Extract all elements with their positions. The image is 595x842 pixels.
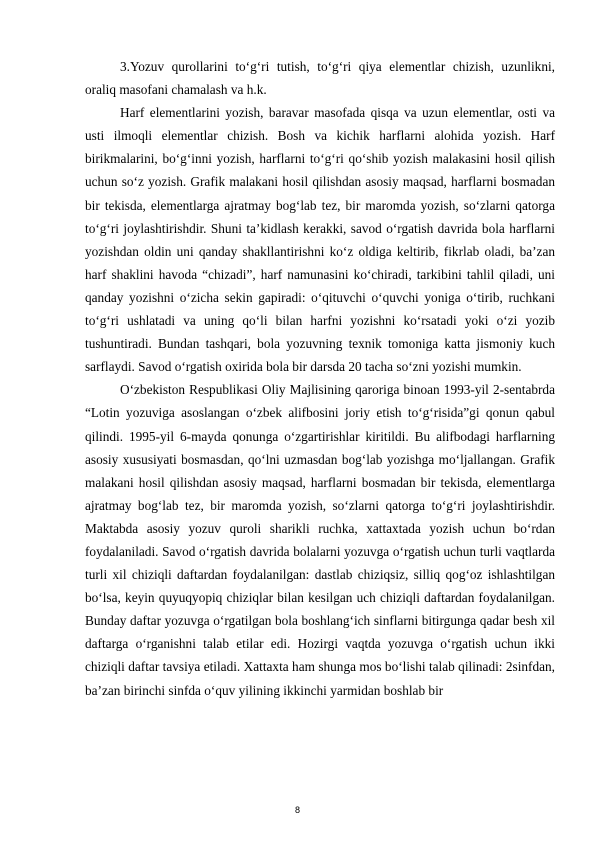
paragraph-2: Harf elementlarini yozish, baravar masofada qisqa va uzun elementlar, osti va usti ilmoqli elementlar chizish. Bosh va kichik harflarni alohida yozish. Harf birikmalarini, bo‘g‘inni yozish, harflarni to‘g‘ri qo‘shib yozish malakasini hosil qilish uchun so‘z yozish. Grafik malakani hosil qilishdan asosiy maqsad, harflarni bosmadan bir tekisda, elementlarga ajratmay bog‘lab tez, bir maromda yozish, so‘zlarni qatorga to‘g‘ri joylashtirishdir. Shuni ta’kidlash kerakki, savod o‘rgatish davrida bola harflarni yozishdan oldin uni qanday shakllantirishni ko‘z oldiga keltirib, fikrlab oladi, ba’zan harf shaklini havoda “chizadi”, harf namunasini ko‘chiradi, tarkibini tahlil qiladi, uni qanday yozishni o‘zicha sekin gapiradi: o‘qituvchi o‘quvchi yoniga o‘tirib, ruchkani to‘g‘ri ushlatadi va uning qo‘li bilan harfni yozishni ko‘rsatadi yoki o‘zi yozib tushuntiradi. Bundan tashqari, bola yozuvning texnik tomoniga katta jismoniy kuch sarflaydi. Savod o‘rgatish oxirida bola bir darsda 20 tacha so‘zni yozishi mumkin.: [85, 105, 555, 375]
paragraph-3: O‘zbekiston Respublikasi Oliy Majlisining qaroriga binoan 1993-yil 2-sentabrda “Lotin yozuviga asoslangan o‘zbek alifbosini joriy etish to‘g‘risida”gi qonun qabul qilindi. 1995-yil 6-mayda qonunga o‘zgartirishlar kiritildi. Bu alifbodagi harflarning asosiy xususiyati bosmasdan, qo‘lni uzmasdan bog‘lab yozishga mo‘ljallangan. Grafik malakani hosil qilishdan asosiy maqsad, harflarni bosmadan bir tekisda, elementlarga ajratmay bog‘lab tez, bir maromda yozish, so‘zlarni qatorga to‘g‘ri joylashtirishdir. Maktabda asosiy yozuv quroli sharikli ruchka, xattaxtada yozish uchun bo‘rdan foydalaniladi. Savod o‘rgatish davrida bolalarni yozuvga o‘rgatish uchun turli vaqtlarda turli xil chiziqli daftardan foydalanilgan: dastlab chiziqsiz, silliq qog‘oz ishlashtilgan bo‘lsa, keyin quyuqyopiq chiziqlar bilan kesilgan uch chiziqli daftardan foydalanilgan. Bunday daftar yozuvga o‘rgatilgan bola boshlang‘ich sinflarni bitirgunga qadar besh xil daftarga o‘rganishni talab etilar edi. Hozirgi vaqtda yozuvga o‘rgatish uchun ikki chiziqli daftar tavsiya etiladi. Xattaxta ham shunga mos bo‘lishi talab qilinadi: 2sinfdan, ba’zan birinchi sinfda o‘quv yilining ikkinchi yarmidan boshlab bir: [85, 382, 555, 698]
page-body: [85, 55, 555, 702]
paragraph-1: 3.Yozuv qurollarini to‘g‘ri tutish, to‘g‘ri qiya elementlar chizish, uzunlikni, oraliq masofani chamalash va h.k.: [85, 59, 555, 98]
page-number: 8: [294, 805, 300, 815]
